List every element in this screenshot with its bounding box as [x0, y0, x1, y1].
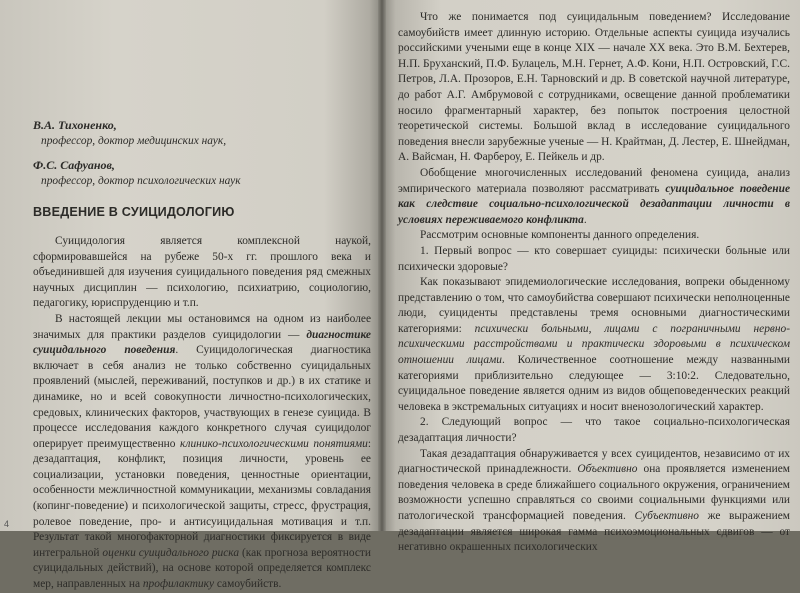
corner-mark: 4 [4, 519, 10, 529]
book-gutter [378, 0, 386, 531]
emphasis-term: психически больными, лицами с пограничными нервно-психическими расстройствами и практически здоровыми в психическом отношении лицами [398, 322, 790, 367]
definition-emphasis: суицидальное поведение как следствие социально-психологической дезадаптации личности в условиях переживаемого конфликта [398, 182, 791, 226]
paragraph [33, 312, 371, 593]
author-title: профессор, доктор психологических наук [41, 174, 241, 187]
author-block [33, 158, 371, 189]
emphasis-term: Объективно [577, 463, 638, 476]
emphasis-term: Субъективно [634, 510, 699, 522]
emphasis-term: профилактику [142, 578, 215, 591]
author-name: Ф.С. Сафуанов, [33, 158, 115, 173]
text-run: . [583, 213, 587, 226]
text-run: . Суицидологическая диагностика включает в себя анализ не только собственно суицидальных проявлений (мыслей, переживаний, поступков и др.) в их статике и динамике, но и всей совокупности личностно-психологических, средовых, клинических факторов, участвующих в генезе суицида. В процессе исследования каждого конкретного случая суицидолог оперирует преимущественно [33, 344, 371, 450]
text-run: же выражением дезадаптации является широкая гамма психоэмоциональных сдвигов — от негативно окрашенных психологических [398, 510, 790, 554]
right-page-text [398, 10, 790, 556]
section-heading: ВВЕДЕНИЕ В СУИЦИДОЛОГИЮ [33, 205, 235, 220]
paragraph [398, 166, 790, 228]
emphasis-term: клинико-психологическими понятиями [179, 437, 368, 450]
text-run: (как прогноза вероятности суицидальных действий), на основе которой определяется комплекс мер, направленных на [33, 546, 371, 591]
text-run: В настоящей лекции мы остановимся на одном из наиболее значимых для практики разделов суицидологии — [33, 312, 371, 341]
question-item: 1. Первый вопрос — кто совершает суициды: психически больные или психически здоровые? [398, 244, 790, 273]
author-title: профессор, доктор медицинских наук, [41, 134, 227, 147]
text-run: Такая дезадаптация обнаруживается у всех суицидентов, независимо от их диагностической принадлежности. [398, 447, 790, 476]
paragraph: Суицидология является комплексной наукой, сформировавшейся на рубеже 50-х гг. прошлого века и объединившей для изучения суицидального поведения ряд смежных научных дисциплин — психологию, психиатрию, социологию, педагогику, юриспруденцию и т.п. [33, 234, 371, 310]
text-run: : дезадаптация, конфликт, позиция личности, уровень ее социализации, установки поведения, ценностные ориентации, особенности межличностной коммуникации, механизмы совладания (копинг-поведение) и психологической защиты, стресс, фрустрация, ролевое поведение, про- и антисуицидальная мотивация и т.п. Результат такой многофакторной диагностики фиксируется в виде интегральной [33, 437, 372, 559]
author-block [33, 118, 371, 149]
paragraph: Что же понимается под суицидальным поведением? Исследование самоубийств имеет длинную историю. Отдельные аспекты суицида изучались российскими учеными еще в конце XIX — начале XX века. Это В.М. Бехтерев, Н.П. Бруханский, П.Ф. Булацель, М.Н. Гернет, А.Ф. Кони, Н.П. Островский, Г.С. Петров, Л.А. Прозоров, Е.Н. Тарновский и др. В советской научной литературе, до работ А.Г. Амбрумовой с сотрудниками, освещение данной проблематики носило фрагментарный характер, без попыток построения целостной теоретической системы. Большой вклад в исследование суицидального поведения внесли зарубежные ученые — Н. Крайтман, Д. Лестер, Е. Шнейдман, А. Вайсман, Н. Фарбероу, Е. Пейкель и др. [398, 11, 790, 164]
paragraph: Рассмотрим основные компоненты данного определения. [420, 229, 700, 242]
question-item: 2. Следующий вопрос — что такое социально-психологическая дезадаптация личности? [398, 416, 790, 445]
text-run: . Количественное соотношение между названными категориями приблизительно следующее — 3:10:2. Следовательно, суицидальное поведение является одним из видов общеповеденческих реакций человека в экстремальных ситуациях и носит вненозологический характер. [398, 354, 790, 413]
text-run: Обобщение многочисленных исследований феномена суицида, анализ эмпирического материала позволяют рассматривать [398, 166, 790, 195]
author-name: В.А. Тихоненко, [33, 118, 117, 132]
text-run: самоубийств. [214, 578, 282, 591]
left-page-text [33, 118, 371, 593]
emphasis-term: оценки суицидального риска [102, 546, 240, 559]
text-run: Как показывают эпидемиологические исследования, вопреки обыденному представлению о том, что самоубийства совершают психически неполноценные люди, суициденты представлены тремя основными диагностическими категориями: [398, 276, 790, 335]
emphasis-term: диагностике суицидального поведения [33, 328, 371, 357]
paragraph [398, 447, 790, 556]
paragraph [398, 275, 790, 415]
text-run: она проявляется изменением поведения человека в среде ближайшего социального окружения, ограничением возможности успешно справляться со своими социальными функциями или патологической трансформацией поведения. [398, 463, 790, 522]
